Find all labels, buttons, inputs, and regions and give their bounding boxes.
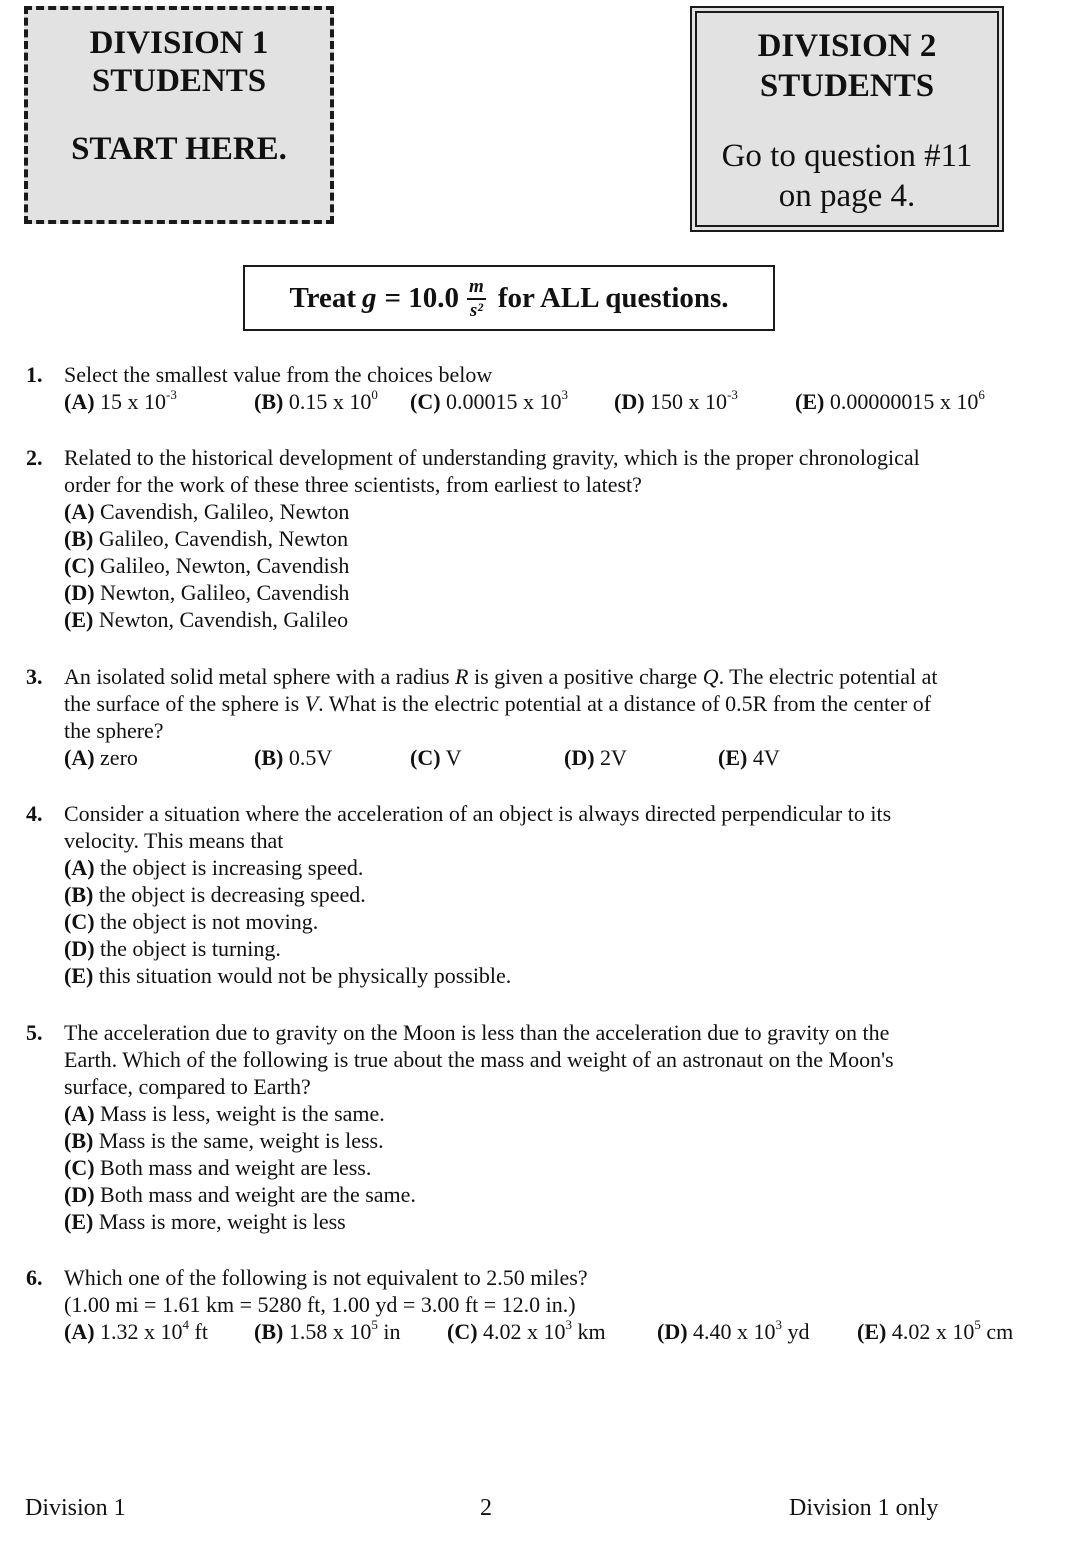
option-label: (B) bbox=[64, 1128, 94, 1153]
answer-option bbox=[254, 1318, 400, 1345]
answer-option bbox=[64, 1318, 208, 1345]
option-text: Cavendish, Galileo, Newton bbox=[100, 499, 350, 524]
answer-option bbox=[64, 498, 1066, 525]
option-text: Both mass and weight are less. bbox=[100, 1155, 372, 1180]
option-label: (E) bbox=[795, 389, 825, 414]
division2-students: STUDENTS bbox=[759, 68, 935, 104]
answer-option bbox=[718, 744, 780, 771]
option-text: V bbox=[445, 745, 462, 770]
question-number: 4. bbox=[26, 801, 43, 826]
answer-option bbox=[64, 854, 1066, 881]
gravity-rest: for ALL questions. bbox=[497, 281, 729, 314]
variable-Q: Q bbox=[702, 664, 719, 689]
option-text: 150 x $10^{-3}$ bbox=[650, 386, 738, 414]
option-label: (B) bbox=[64, 882, 94, 907]
option-label: (D) bbox=[64, 936, 95, 961]
question-stem-line: (1.00 mi = 1.61 km = 5280 ft, 1.00 yd = 3.00 ft = 12.0 in.) bbox=[64, 1292, 576, 1317]
question-stem-line: Which one of the following is not equivalent to 2.50 miles? bbox=[64, 1265, 588, 1290]
option-text: Mass is less, weight is the same. bbox=[100, 1101, 385, 1126]
option-label: (A) bbox=[64, 499, 95, 524]
variable-R: R bbox=[455, 664, 469, 689]
gravity-unit bbox=[467, 277, 486, 320]
option-text: 0.00015 x $10^3$ bbox=[446, 386, 569, 414]
option-text: 4.40 x $10^3$ yd bbox=[693, 1316, 810, 1344]
question-body bbox=[64, 800, 1066, 989]
answer-option bbox=[64, 388, 177, 415]
option-text: 1.58 x $10^5$ in bbox=[288, 1316, 401, 1344]
option-label: (E) bbox=[64, 1209, 94, 1234]
question-number: 1. bbox=[26, 362, 43, 387]
question-number: 5. bbox=[26, 1020, 43, 1045]
option-text: this situation would not be physically possible. bbox=[98, 963, 512, 988]
exponent: 4 bbox=[182, 1316, 190, 1332]
option-text: Both mass and weight are the same. bbox=[100, 1182, 416, 1207]
exponent: 3 bbox=[561, 386, 569, 402]
question-stem-line: surface, compared to Earth? bbox=[64, 1074, 311, 1099]
question-stem-line: Select the smallest value from the choices below bbox=[64, 362, 493, 387]
option-label: (B) bbox=[254, 389, 284, 414]
gravity-note bbox=[243, 265, 775, 331]
option-label: (E) bbox=[718, 745, 748, 770]
answer-option bbox=[64, 1208, 1066, 1235]
answer-option bbox=[64, 525, 1066, 552]
option-text: 1.32 x $10^4$ ft bbox=[100, 1316, 208, 1344]
question-number: 6. bbox=[26, 1265, 43, 1290]
division1-title: DIVISION 1 bbox=[89, 25, 269, 61]
option-label: (D) bbox=[564, 745, 595, 770]
answer-option bbox=[64, 908, 1066, 935]
answer-option bbox=[64, 881, 1066, 908]
exponent: 3 bbox=[565, 1316, 573, 1332]
answer-option bbox=[857, 1318, 1013, 1345]
division2-page-ref: on page 4. bbox=[778, 178, 916, 214]
gravity-value: = 10.0 bbox=[384, 281, 460, 314]
question-stem-line: the surface of the sphere is V. What is the electric potential at a distance of 0.5R from the center of bbox=[64, 691, 932, 716]
option-label: (C) bbox=[410, 389, 441, 414]
options-row bbox=[64, 1318, 1066, 1345]
exponent: 5 bbox=[371, 1316, 378, 1332]
answer-option bbox=[64, 1100, 1066, 1127]
answer-option bbox=[64, 962, 1066, 989]
question-body bbox=[64, 1264, 1066, 1345]
option-text: Galileo, Newton, Cavendish bbox=[100, 553, 350, 578]
option-text: Galileo, Cavendish, Newton bbox=[98, 526, 349, 551]
gravity-variable: g bbox=[362, 281, 377, 314]
question-stem-line: the sphere? bbox=[64, 718, 164, 743]
gravity-treat: Treat bbox=[289, 281, 357, 314]
answer-option bbox=[410, 388, 568, 415]
question-number: 2. bbox=[26, 445, 43, 470]
answer-option bbox=[64, 935, 1066, 962]
option-label: (C) bbox=[64, 909, 95, 934]
option-label: (E) bbox=[64, 607, 94, 632]
option-text: 4V bbox=[752, 745, 780, 770]
option-label: (D) bbox=[64, 1182, 95, 1207]
answer-option bbox=[795, 388, 985, 415]
division1-start-here: START HERE. bbox=[71, 131, 287, 167]
question-body bbox=[64, 444, 1066, 633]
question-body bbox=[64, 663, 1066, 771]
option-text: Newton, Galileo, Cavendish bbox=[100, 580, 350, 605]
option-text: 2V bbox=[600, 745, 627, 770]
option-label: (E) bbox=[64, 963, 94, 988]
option-label: (C) bbox=[447, 1319, 478, 1344]
option-text: 0.5V bbox=[288, 745, 333, 770]
division2-box bbox=[690, 6, 1004, 232]
answer-option bbox=[447, 1318, 606, 1345]
answer-option bbox=[410, 744, 462, 771]
options-row bbox=[64, 388, 1066, 415]
question-body bbox=[64, 1019, 1066, 1235]
option-label: (C) bbox=[64, 1155, 95, 1180]
answer-option bbox=[564, 744, 627, 771]
option-label: (C) bbox=[410, 745, 441, 770]
option-text: the object is decreasing speed. bbox=[98, 882, 366, 907]
option-label: (D) bbox=[657, 1319, 688, 1344]
exponent: 0 bbox=[371, 386, 378, 402]
option-label: (B) bbox=[254, 1319, 284, 1344]
footer-division: Division 1 bbox=[25, 1495, 126, 1521]
variable-V: V bbox=[304, 691, 319, 716]
question-stem-line: Consider a situation where the acceleration of an object is always directed perpendicular to its bbox=[64, 801, 892, 826]
answer-option bbox=[614, 388, 738, 415]
exponent: 5 bbox=[974, 1316, 981, 1332]
option-text: Newton, Cavendish, Galileo bbox=[98, 607, 349, 632]
exponent: -3 bbox=[166, 386, 177, 402]
answer-option bbox=[64, 552, 1066, 579]
gravity-unit-numerator: m bbox=[467, 277, 486, 300]
option-label: (B) bbox=[64, 526, 94, 551]
question-stem-line: Earth. Which of the following is true about the mass and weight of an astronaut on the Moon's bbox=[64, 1047, 894, 1072]
option-label: (C) bbox=[64, 553, 95, 578]
question-stem-line: The acceleration due to gravity on the Moon is less than the acceleration due to gravity on the bbox=[64, 1020, 890, 1045]
option-label: (D) bbox=[64, 580, 95, 605]
exponent: -3 bbox=[727, 386, 738, 402]
answer-option bbox=[64, 579, 1066, 606]
option-text: the object is increasing speed. bbox=[100, 855, 364, 880]
option-text: 0.15 x $10^0$ bbox=[288, 386, 378, 414]
division1-students: STUDENTS bbox=[91, 63, 267, 99]
question-stem-line: order for the work of these three scientists, from earliest to latest? bbox=[64, 472, 642, 497]
option-text: 0.00000015 x $10^6$ bbox=[829, 386, 985, 414]
option-label: (A) bbox=[64, 389, 95, 414]
exponent: 6 bbox=[978, 386, 985, 402]
question-body bbox=[64, 361, 1066, 415]
answer-option bbox=[64, 606, 1066, 633]
question-stem-line: An isolated solid metal sphere with a radius R is given a positive charge Q. The electric potential at bbox=[64, 664, 938, 689]
exponent: 3 bbox=[775, 1316, 783, 1332]
option-label: (A) bbox=[64, 1319, 95, 1344]
gravity-unit-denominator: s² bbox=[469, 299, 483, 321]
option-text: 4.02 x $10^5$ cm bbox=[891, 1316, 1014, 1344]
option-label: (A) bbox=[64, 745, 95, 770]
option-text: the object is turning. bbox=[100, 936, 281, 961]
option-label: (E) bbox=[857, 1319, 887, 1344]
options-row bbox=[64, 744, 1066, 771]
option-text: 15 x $10^{-3}$ bbox=[100, 386, 177, 414]
division2-title: DIVISION 2 bbox=[757, 28, 937, 64]
question-stem-line: Related to the historical development of understanding gravity, which is the proper chronological bbox=[64, 445, 920, 470]
option-label: (A) bbox=[64, 855, 95, 880]
answer-option bbox=[657, 1318, 810, 1345]
answer-option bbox=[64, 744, 138, 771]
option-text: Mass is more, weight is less bbox=[98, 1209, 346, 1234]
answer-option bbox=[254, 744, 332, 771]
option-label: (A) bbox=[64, 1101, 95, 1126]
footer-page-number: 2 bbox=[480, 1495, 492, 1521]
answer-option bbox=[64, 1181, 1066, 1208]
option-text: Mass is the same, weight is less. bbox=[98, 1128, 384, 1153]
option-text: zero bbox=[100, 745, 138, 770]
answer-option bbox=[254, 388, 378, 415]
answer-option bbox=[64, 1154, 1066, 1181]
option-text: the object is not moving. bbox=[100, 909, 319, 934]
division2-instruction: Go to question #11 bbox=[721, 138, 973, 174]
question-number: 3. bbox=[26, 664, 43, 689]
option-label: (B) bbox=[254, 745, 284, 770]
option-label: (D) bbox=[614, 389, 645, 414]
answer-option bbox=[64, 1127, 1066, 1154]
footer-division-only: Division 1 only bbox=[789, 1495, 939, 1521]
option-text: 4.02 x $10^3$ km bbox=[483, 1316, 606, 1344]
division1-start-box bbox=[24, 6, 334, 224]
question-stem-line: velocity. This means that bbox=[64, 828, 284, 853]
